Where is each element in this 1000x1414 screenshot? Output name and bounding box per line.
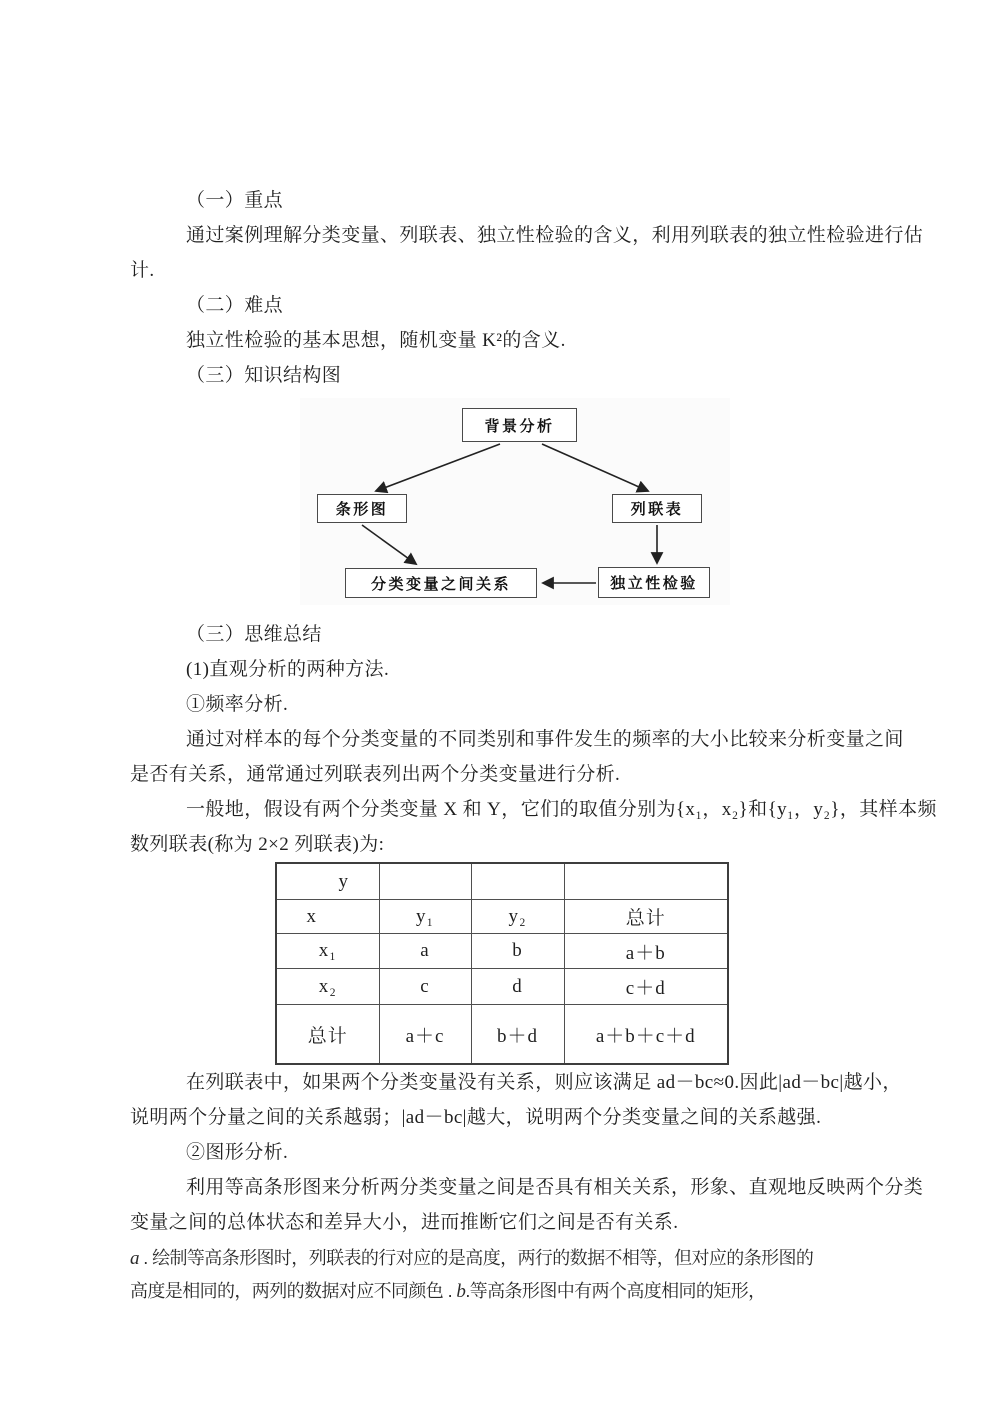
para-frequency-line1: 通过对样本的每个分类变量的不同类别和事件发生的频率的大小比较来分析变量之间 — [186, 729, 904, 750]
col-header-y1: y₁ — [379, 900, 471, 934]
cell-b-plus-d: b＋d — [471, 1005, 564, 1065]
cell-c-plus-d: c＋d — [564, 969, 728, 1005]
para-key-point-line2: 计. — [130, 260, 155, 281]
corner-cell-x: x — [276, 900, 379, 934]
cell-d: d — [471, 969, 564, 1005]
note-marker-a: a — [130, 1248, 139, 1269]
diagram-node-bar-chart: 条形图 — [317, 494, 407, 523]
arrow-background-to-barchart — [376, 444, 500, 491]
diagram-node-variable-relation: 分类变量之间关系 — [345, 568, 537, 598]
row-header-x1: x₁ — [276, 934, 379, 969]
table-row — [276, 934, 728, 969]
cell-c: c — [379, 969, 471, 1005]
col-header-total: 总计 — [564, 900, 728, 934]
para-graph-line1: 利用等高条形图来分析两分类变量之间是否具有相关关系，形象、直观地反映两个分类 — [186, 1177, 924, 1198]
arrow-background-to-contingency — [542, 444, 648, 491]
para-graph-line2: 变量之间的总体状态和差异大小，进而推断它们之间是否有关系. — [130, 1212, 679, 1233]
table-row — [276, 900, 728, 934]
para-conclusion-line2: 说明两个分量之间的关系越弱；|ad－bc|越大，说明两个分类变量之间的关系越强. — [130, 1107, 822, 1128]
heading-difficulty: （二）难点 — [186, 295, 284, 316]
cell-grand-total: a＋b＋c＋d — [564, 1005, 728, 1065]
para-frequency-analysis: ①频率分析. — [186, 694, 289, 715]
cell-a-plus-b: a＋b — [564, 934, 728, 969]
note-line-a — [130, 1242, 872, 1275]
cell-b: b — [471, 934, 564, 969]
para-key-point-line1: 通过案例理解分类变量、列联表、独立性检验的含义，利用列联表的独立性检验进行估 — [186, 225, 924, 246]
empty-cell — [471, 863, 564, 900]
para-general-line1: 一般地，假设有两个分类变量 X 和 Y，它们的取值分别为{x₁，x₂}和{y₁，y₂}，其样本频 — [186, 799, 937, 820]
note-line-a-text: . 绘制等高条形图时，列联表的行对应的是高度，两行的数据不相等，但对应的条形图的 — [138, 1248, 814, 1268]
corner-cell-y: y — [276, 863, 379, 900]
contingency-table — [275, 862, 729, 1065]
para-two-methods: (1)直观分析的两种方法. — [186, 659, 390, 680]
knowledge-structure-diagram — [300, 398, 730, 605]
empty-cell — [379, 863, 471, 900]
diagram-node-independence-test: 独立性检验 — [598, 567, 710, 598]
heading-thinking-summary: （三）思维总结 — [186, 624, 322, 645]
document-content — [130, 183, 937, 1308]
heading-graph-analysis: ②图形分析. — [186, 1142, 289, 1163]
para-general-line2: 数列联表(称为 2×2 列联表)为: — [130, 834, 385, 855]
note-line-b-pre: 高度是相同的，两列的数据对应不同颜色 . — [130, 1281, 457, 1301]
diagram-node-contingency-table: 列联表 — [612, 494, 702, 523]
cell-a-plus-c: a＋c — [379, 1005, 471, 1065]
para-frequency-line2: 是否有关系，通常通过列联表列出两个分类变量进行分析. — [130, 764, 621, 785]
para-conclusion-line1: 在列联表中，如果两个分类变量没有关系，则应该满足 ad－bc≈0.因此|ad－bc|越小， — [186, 1072, 902, 1093]
diagram-node-background-analysis: 背景分析 — [462, 408, 577, 442]
note-marker-b: b — [456, 1281, 466, 1302]
note-line-b — [130, 1275, 872, 1308]
col-header-y2: y₂ — [471, 900, 564, 934]
cell-a: a — [379, 934, 471, 969]
heading-knowledge-structure: （三）知识结构图 — [186, 365, 342, 386]
heading-key-point: （一）重点 — [186, 190, 284, 211]
empty-cell — [564, 863, 728, 900]
arrow-barchart-to-relation — [362, 525, 416, 564]
row-header-x2: x₂ — [276, 969, 379, 1005]
para-difficulty: 独立性检验的基本思想，随机变量 K²的含义. — [186, 330, 566, 351]
note-line-b-text: .等高条形图中有两个高度相同的矩形， — [465, 1281, 766, 1301]
table-row — [276, 863, 728, 900]
row-header-total: 总计 — [276, 1005, 379, 1065]
table-row — [276, 969, 728, 1005]
table-row — [276, 1005, 728, 1065]
